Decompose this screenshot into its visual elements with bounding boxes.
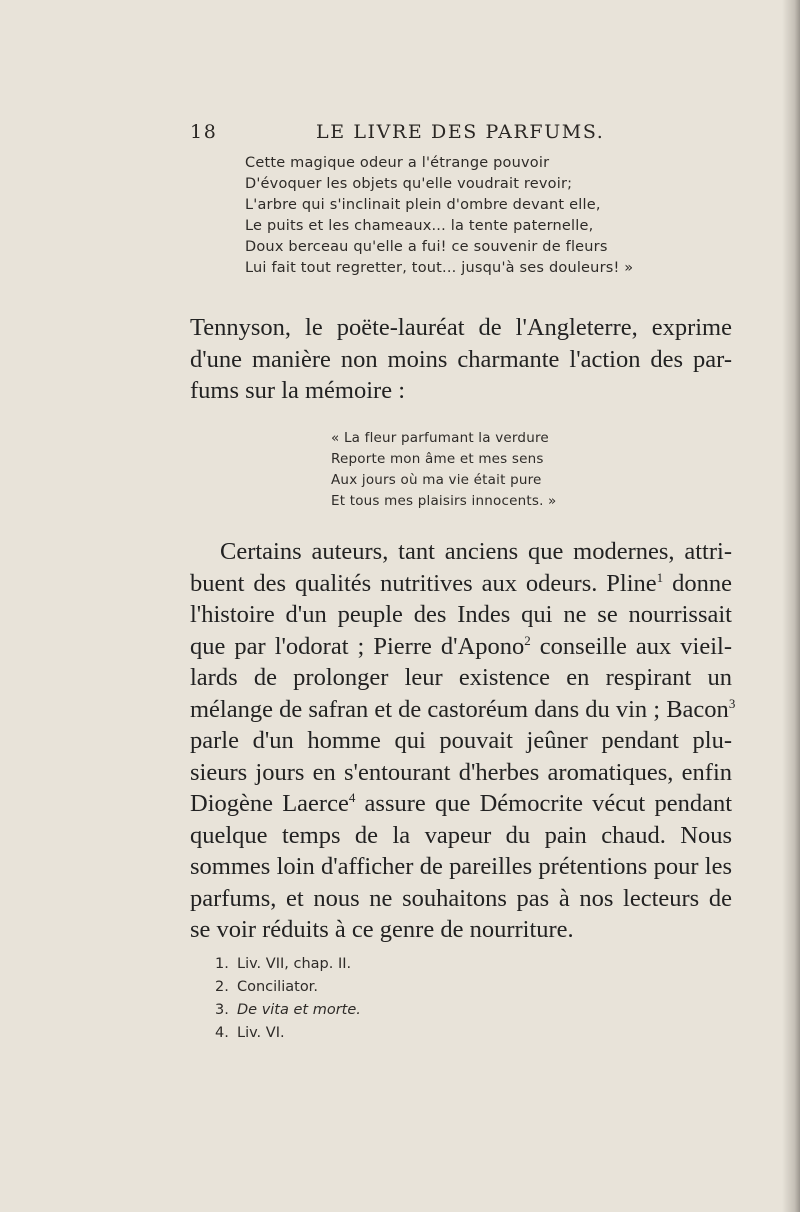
footnote-text: De vita et morte. xyxy=(237,1002,361,1018)
poem-line: L'arbre qui s'inclinait plein d'ombre devant elle, xyxy=(245,197,601,213)
footnote xyxy=(215,1022,361,1045)
paragraph-line: Certains auteurs, tant anciens que modernes, attri- xyxy=(220,538,732,565)
paragraph-line: se voir réduits à ce genre de nourriture. xyxy=(190,916,574,943)
paragraph-line: sommes loin d'afficher de pareilles prétentions pour les xyxy=(190,853,732,880)
footnote-number: 2. xyxy=(215,979,229,995)
paragraph-nutritive-odours xyxy=(190,536,736,946)
paragraph-line xyxy=(190,568,732,600)
paragraph-line: sieurs jours en s'entourant d'herbes aromatiques, enfin xyxy=(190,758,732,786)
page-number: 18 xyxy=(190,121,218,143)
poem-line: Et tous mes plaisirs innocents. » xyxy=(331,493,557,509)
text-run: conseille aux vieil- xyxy=(530,632,732,660)
footnote xyxy=(215,976,361,999)
footnote-number: 4. xyxy=(215,1025,229,1041)
running-title: LE LIVRE DES PARFUMS. xyxy=(316,121,605,143)
text-run: assure que Démocrite vécut pendant xyxy=(355,790,733,817)
paragraph-line xyxy=(190,631,732,663)
paragraph-line xyxy=(190,694,736,726)
text-run: buent des qualités nutritives aux odeurs. Pline xyxy=(190,569,657,597)
poem-line: « La fleur parfumant la verdure xyxy=(331,430,549,446)
binding-shadow xyxy=(782,0,800,1212)
text-run: donne xyxy=(663,569,732,597)
poem-line: D'évoquer les objets qu'elle voudrait revoir; xyxy=(245,176,573,192)
footnote-ref: 3 xyxy=(728,695,736,711)
paragraph-line: parle d'un homme qui pouvait jeûner pendant plu- xyxy=(190,727,732,754)
paragraph-line: quelque temps de la vapeur du pain chaud. Nous xyxy=(190,821,732,849)
text-run: mélange de safran et de castoréum dans du vin ; Bacon xyxy=(190,695,729,723)
footnote-number: 1. xyxy=(215,956,229,972)
poem-line: Lui fait tout regretter, tout... jusqu'à ses douleurs! » xyxy=(245,260,634,276)
poem-line: Le puits et les chameaux... la tente paternelle, xyxy=(245,218,594,234)
paragraph-tennyson xyxy=(190,312,732,407)
footnote xyxy=(215,953,361,976)
poem-line: Doux berceau qu'elle a fui! ce souvenir de fleurs xyxy=(245,239,608,255)
footnote-text: Conciliator. xyxy=(237,979,318,995)
footnote xyxy=(215,999,361,1022)
poem-line: Cette magique odeur a l'étrange pouvoir xyxy=(245,155,550,171)
footnote-text: Liv. VII, chap. II. xyxy=(237,956,352,972)
page-header xyxy=(190,121,610,151)
text-run: que par l'odorat ; Pierre d'Apono xyxy=(190,632,525,660)
paragraph-line xyxy=(190,788,732,820)
paragraph-line: Tennyson, le poëte-lauréat de l'Angleterre, exprime xyxy=(190,314,732,341)
poem-quotation-2 xyxy=(331,428,557,512)
footnote-ref: 4 xyxy=(348,790,356,805)
footnote-number: 3. xyxy=(215,1002,229,1018)
poem-line: Reporte mon âme et mes sens xyxy=(331,451,544,467)
text-run: Diogène Laerce xyxy=(190,790,349,817)
paragraph-line: l'histoire d'un peuple des Indes qui ne se nourrissait xyxy=(190,601,732,628)
footnote-ref: 1 xyxy=(656,569,664,585)
paragraph-line: parfums, et nous ne souhaitons pas à nos lecteurs de xyxy=(190,884,732,912)
poem-quotation-1 xyxy=(245,153,633,279)
paragraph-line: fums sur la mémoire : xyxy=(190,377,406,404)
footnotes xyxy=(215,953,361,1045)
footnote-ref: 2 xyxy=(524,632,531,648)
footnote-text: Liv. VI. xyxy=(237,1025,285,1041)
paragraph-line: d'une manière non moins charmante l'action des par- xyxy=(190,345,732,373)
poem-line: Aux jours où ma vie était pure xyxy=(331,472,542,488)
paragraph-line: lards de prolonger leur existence en respirant un xyxy=(190,664,732,691)
